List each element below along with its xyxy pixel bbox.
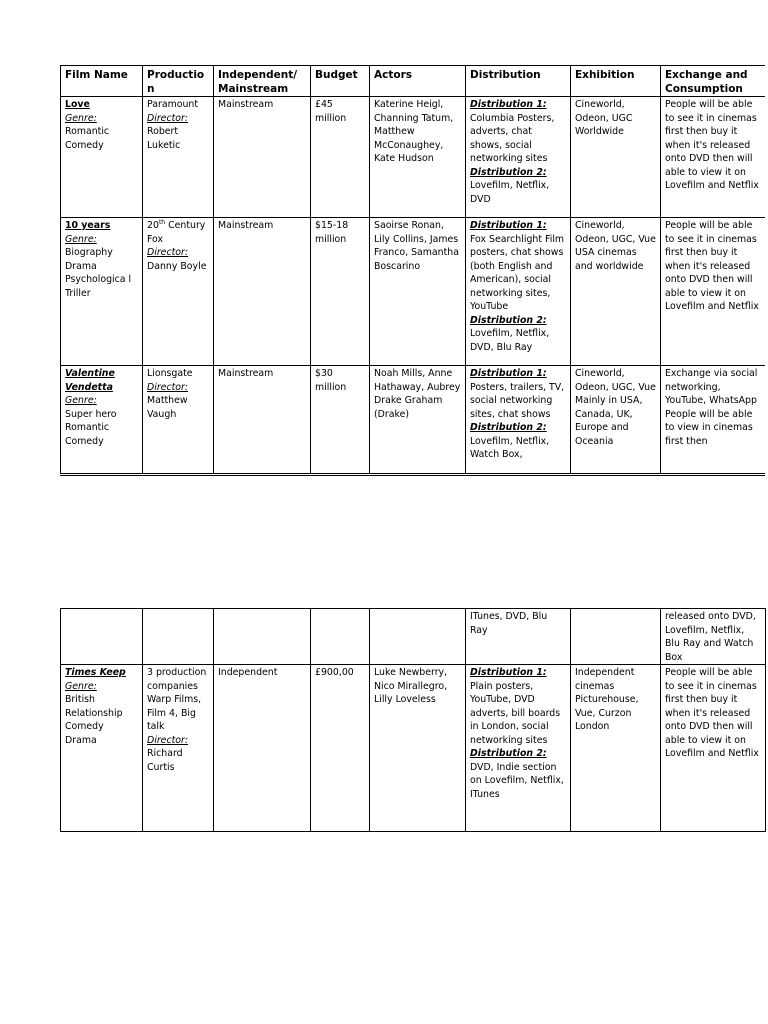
distribution-2-value: DVD, Indie section on Lovefilm, Netflix, ITunes <box>470 761 564 800</box>
table-row <box>61 665 766 832</box>
studio-name: Century Fox <box>147 220 206 245</box>
type-cell <box>214 609 311 665</box>
director-label: Director: <box>147 734 189 746</box>
studio-superscript: th <box>158 218 166 226</box>
distribution-2-value: Lovefilm, Netflix, DVD <box>470 180 550 205</box>
distribution-1-value: Columbia Posters, adverts, chat shows, social networking sites <box>470 112 555 164</box>
budget-cell: $30 million <box>311 366 370 474</box>
actors-cell: Luke Newberry, Nico Mirallegro, Lilly Loveless <box>370 665 466 832</box>
distribution-2-label: Distribution 2: <box>470 314 547 326</box>
film-comparison-table-continued <box>60 608 766 832</box>
production-cell <box>143 97 214 218</box>
genre-value: Super hero Romantic Comedy <box>65 408 117 447</box>
table-page-1-wrapper <box>60 65 765 544</box>
distribution-2-value: Lovefilm, Netflix, Watch Box, <box>470 435 550 460</box>
director-value: Robert Luketic <box>147 126 181 151</box>
exhibition-cell: Cineworld, Odeon, UGC Worldwide <box>571 97 661 218</box>
page-1-table-bottom-border <box>60 475 765 476</box>
director-label: Director: <box>147 247 189 258</box>
genre-label: Genre: <box>65 112 97 124</box>
actors-cell: Saoirse Ronan, Lily Collins, James Franco, Samantha Boscarino <box>370 218 466 366</box>
distribution-cell <box>466 665 571 832</box>
table-row <box>61 366 766 474</box>
director-value: Danny Boyle <box>147 260 207 272</box>
production-cell <box>143 665 214 832</box>
type-cell: Mainstream <box>214 366 311 474</box>
exchange-cell: Exchange via social networking, YouTube, WhatsApp People will be able to view in cinemas first then <box>661 366 766 474</box>
film-cell <box>61 366 143 474</box>
col-header-film-name: Film Name <box>61 66 143 97</box>
exhibition-cell: Cineworld, Odeon, UGC, Vue Mainly in USA, Canada, UK, Europe and Oceania <box>571 366 661 474</box>
col-header-budget: Budget <box>311 66 370 97</box>
production-cell <box>143 609 214 665</box>
production-cell <box>143 218 214 366</box>
col-header-exhibition: Exhibition <box>571 66 661 97</box>
director-label: Director: <box>147 381 189 393</box>
film-cell <box>61 218 143 366</box>
genre-label: Genre: <box>65 233 97 245</box>
distribution-cell <box>466 97 571 218</box>
exchange-cell: People will be able to see it in cinemas first then buy it when it's released onto DVD then will able to view it on Lovefilm and Netflix <box>661 665 766 832</box>
distribution-cell <box>466 366 571 474</box>
distribution-1-label: Distribution 1: <box>470 368 547 379</box>
exhibition-cell: Independent cinemas Picturehouse, Vue, Curzon London <box>571 665 661 832</box>
director-value: Matthew Vaugh <box>147 395 188 420</box>
studio <box>147 219 209 246</box>
director-label: Director: <box>147 112 189 124</box>
genre-value: Biography Drama Psychologica l Triller <box>65 247 132 299</box>
actors-cell: Noah Mills, Anne Hathaway, Aubrey Drake Graham (Drake) <box>370 366 466 474</box>
distribution-1-value: Posters, trailers, TV, social networking sites, chat shows <box>470 381 565 420</box>
col-header-distribution: Distribution <box>466 66 571 97</box>
budget-cell: £45 million <box>311 97 370 218</box>
film-title: Times Keep <box>65 667 126 678</box>
production-cell <box>143 366 214 474</box>
genre-value: Romantic Comedy <box>65 126 110 151</box>
budget-cell <box>311 609 370 665</box>
col-header-actors: Actors <box>370 66 466 97</box>
film-title: 10 years <box>65 220 111 231</box>
exhibition-cell <box>571 609 661 665</box>
film-title: Valentine Vendetta <box>65 368 115 393</box>
distribution-cell: ITunes, DVD, Blu Ray <box>466 609 571 665</box>
studio: 3 production companies Warp Films, Film 4, Big talk <box>147 667 207 732</box>
continuation-row <box>61 609 766 665</box>
actors-cell: Katerine Heigl, Channing Tatum, Matthew McConaughey, Kate Hudson <box>370 97 466 218</box>
distribution-2-label: Distribution 2: <box>470 422 547 433</box>
film-title: Love <box>65 99 90 110</box>
col-header-production: Productio n <box>143 66 214 97</box>
table-row <box>61 218 766 366</box>
type-cell: Mainstream <box>214 218 311 366</box>
genre-label: Genre: <box>65 395 97 406</box>
distribution-1-value: Plain posters, YouTube, DVD adverts, bill boards in London, social networking sites <box>470 680 561 746</box>
header-row <box>61 66 766 97</box>
film-cell <box>61 665 143 832</box>
film-cell <box>61 609 143 665</box>
director-value: Richard Curtis <box>147 748 183 773</box>
table-row <box>61 97 766 218</box>
col-header-exchange: Exchange and Consumption <box>661 66 766 97</box>
distribution-2-label: Distribution 2: <box>470 166 547 178</box>
distribution-1-label: Distribution 1: <box>470 220 547 231</box>
exchange-cell: People will be able to see it in cinemas first then buy it when it's released onto DVD then will able to view it on Lovefilm and Netflix <box>661 218 766 366</box>
film-comparison-table <box>60 65 765 474</box>
distribution-1-label: Distribution 1: <box>470 667 547 678</box>
distribution-cell <box>466 218 571 366</box>
genre-label: Genre: <box>65 680 97 692</box>
distribution-1-value: Fox Searchlight Film posters, chat shows (both English and American), social networking sites, YouTube <box>470 233 565 312</box>
distribution-1-label: Distribution 1: <box>470 99 547 110</box>
type-cell: Independent <box>214 665 311 832</box>
genre-value: British Relationship Comedy Drama <box>65 694 123 746</box>
film-cell <box>61 97 143 218</box>
exhibition-cell: Cineworld, Odeon, UGC, Vue USA cinemas and worldwide <box>571 218 661 366</box>
type-cell: Mainstream <box>214 97 311 218</box>
distribution-2-value: Lovefilm, Netflix, DVD, Blu Ray <box>470 328 550 353</box>
studio: Paramount <box>147 99 199 110</box>
studio-number: 20 <box>147 220 159 231</box>
actors-cell <box>370 609 466 665</box>
exchange-cell: released onto DVD, Lovefilm, Netflix, Blu Ray and Watch Box <box>661 609 766 665</box>
budget-cell: $15-18 million <box>311 218 370 366</box>
distribution-2-label: Distribution 2: <box>470 748 547 759</box>
exchange-cell: People will be able to see it in cinemas first then buy it when it's released onto DVD then will able to view it on Lovefilm and Netflix <box>661 97 766 218</box>
budget-cell: £900,00 <box>311 665 370 832</box>
col-header-independent-mainstream: Independent/ Mainstream <box>214 66 311 97</box>
studio: Lionsgate <box>147 368 193 379</box>
